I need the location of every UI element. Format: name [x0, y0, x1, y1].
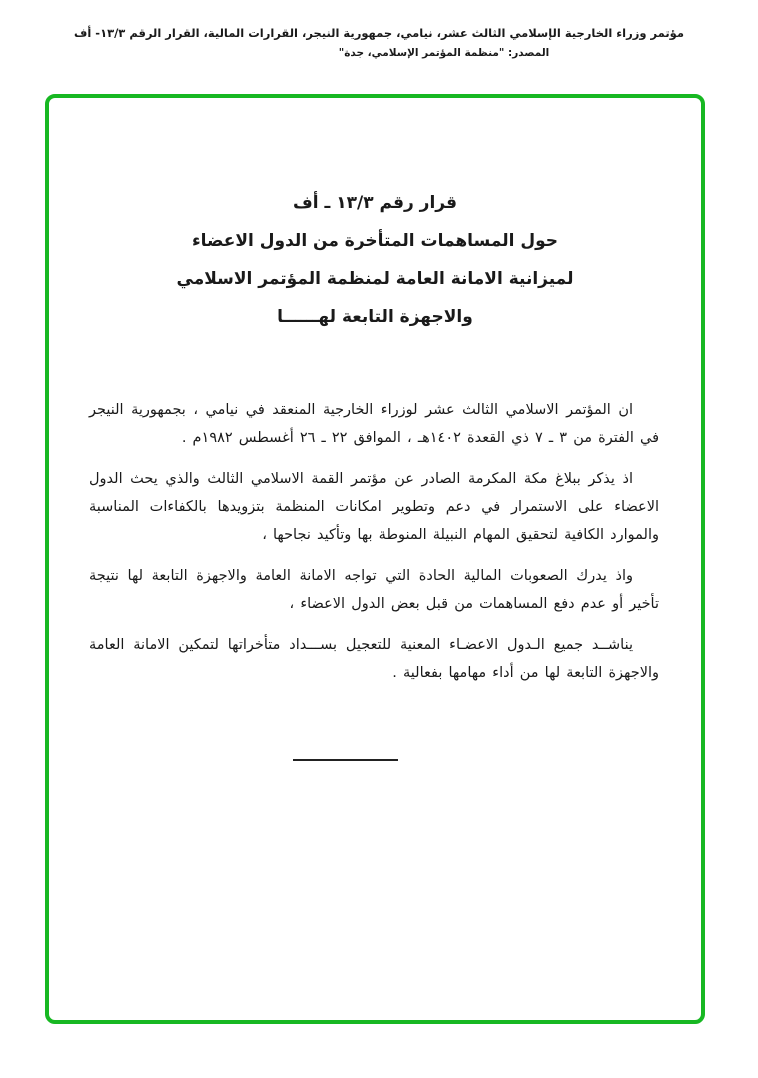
- paragraph: ان المؤتمر الاسلامي الثالث عشر لوزراء الخارجية المنعقد في نيامي ، بجمهورية النيجر في الفترة من ٣ ـ ٧ ذي القعدة ١٤٠٢هـ ، الموافق ٢٢ ـ ٢٦ أغسطس ١٩٨٢م .: [89, 402, 659, 446]
- resolution-body: [49, 396, 701, 687]
- document-frame: [45, 94, 705, 1024]
- header-citation: مؤتمر وزراء الخارجية الإسلامي الثالث عشر، نيامي، جمهورية النيجر، القرارات المالية، القرار الرقم ١٣/٣- أف: [73, 26, 684, 40]
- resolution-title-block: [49, 184, 701, 336]
- title-line: والاجهزة التابعة لهــــــا: [277, 307, 473, 327]
- header-source: المصدر: "منظمة المؤتمر الإسلامي، جدة": [338, 47, 550, 59]
- end-divider: [293, 759, 398, 761]
- paragraph: واذ يدرك الصعوبات المالية الحادة التي تواجه الامانة العامة والاجهزة التابعة لها نتيجة تأخير أو عدم دفع المساهمات من قبل بعض الدول الاعضاء ،: [89, 568, 659, 612]
- document-header: [0, 26, 758, 59]
- resolution-number-line: قرار رقم ١٣/٣ ـ أف: [293, 193, 457, 213]
- paragraph: اذ يذكر ببلاغ مكة المكرمة الصادر عن مؤتمر القمة الاسلامي الثالث والذي يحث الدول الاعضاء على الاستمرار في دعم وتطوير امكانات المنظمة بتزويدها بالكفاءات المناسبة والموارد الكافية لتحقيق المهام النبيلة المنوطة بها وتأكيد نجاحها ،: [89, 471, 659, 543]
- title-line: حول المساهمات المتأخرة من الدول الاعضاء: [191, 231, 559, 251]
- paragraph: يناشــد جميع الـدول الاعضـاء المعنية للتعجيل بســـداد متأخراتها لتمكين الامانة العامة والاجهزة التابعة لها من أداء مهامها بفعالية .: [89, 637, 659, 681]
- title-line: لميزانية الامانة العامة لمنظمة المؤتمر الاسلامي: [176, 269, 574, 289]
